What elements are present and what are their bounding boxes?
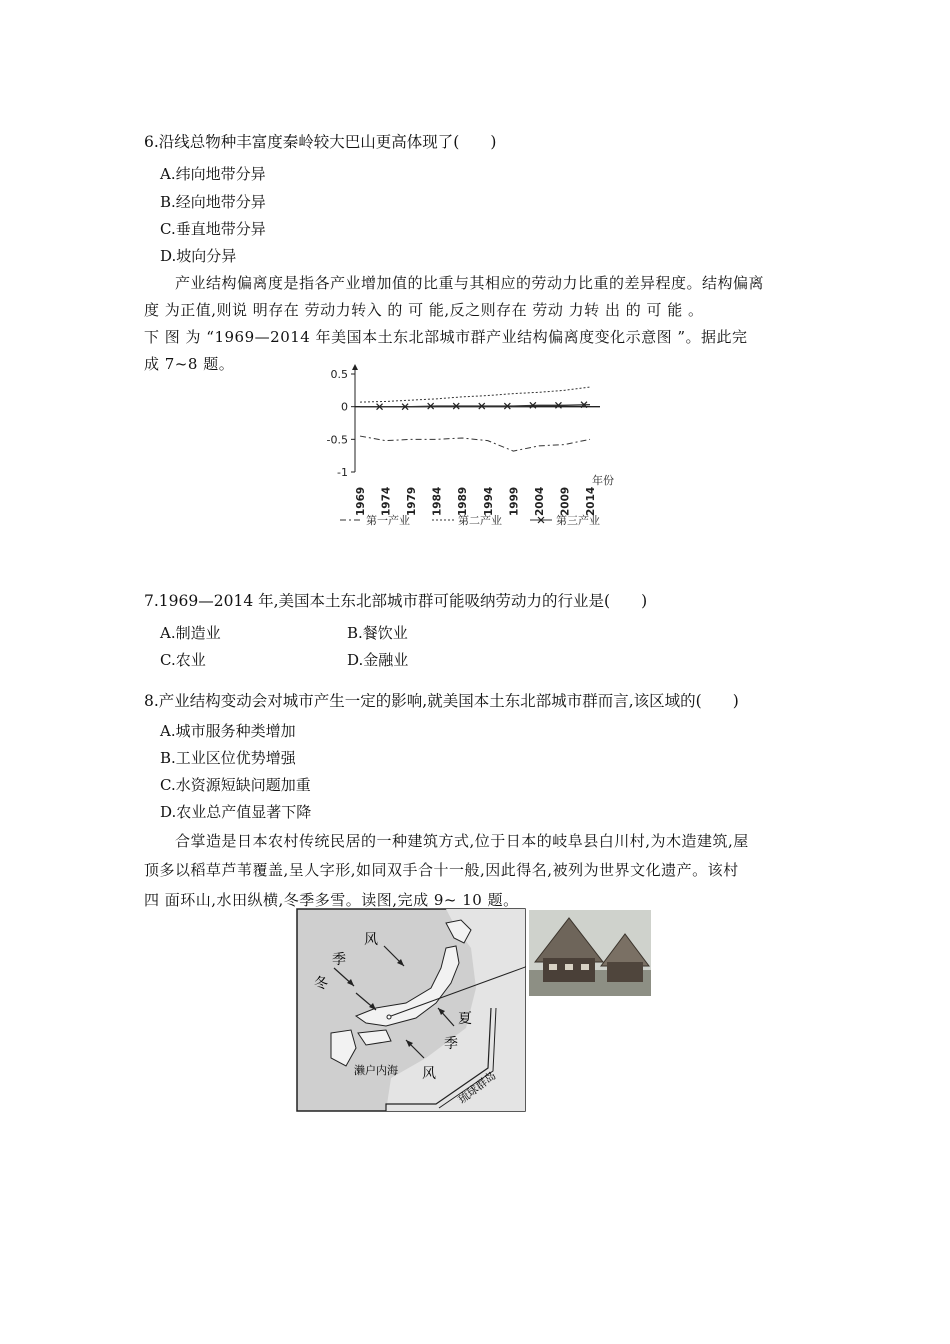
- series-line-2: [360, 387, 590, 402]
- y-tick-label: 0.5: [330, 368, 348, 381]
- series-line-1: [360, 436, 590, 451]
- x-tick-label: 1984: [431, 486, 444, 516]
- legend-label-1: 第一产业: [366, 514, 410, 527]
- y-tick-label: -1: [337, 466, 348, 479]
- intro-9-10-line-3: 四 面环山,水田纵横,冬季多雪。读图,完成 9~ 10 题。: [144, 891, 519, 909]
- x-tick-label: 1974: [380, 486, 393, 516]
- q6-option-a: A.纬向地带分异: [160, 165, 266, 183]
- q6-option-b: B.经向地带分异: [160, 193, 266, 211]
- map-label-ji-1: 季: [332, 952, 346, 968]
- x-tick-label: 2004: [533, 486, 546, 516]
- map-label-setonaikai: 濑户内海: [354, 1064, 398, 1077]
- x-tick-label: 2009: [559, 486, 572, 516]
- map-label-xia: 夏: [458, 1011, 472, 1027]
- legend-label-3: 第三产业: [556, 514, 600, 527]
- q8-option-a: A.城市服务种类增加: [160, 722, 296, 740]
- question-7-stem: 7.1969—2014 年,美国本土东北部城市群可能吸纳劳动力的行业是( ): [144, 592, 648, 610]
- map-label-feng-2: 风: [422, 1066, 436, 1082]
- q7-option-c: C.农业: [160, 651, 206, 669]
- map-label-dong: 冬: [314, 976, 328, 992]
- intro-9-10-line-2: 顶多以稻草芦苇覆盖,呈人字形,如同双手合十一般,因此得名,被列为世界文化遗产。该村: [144, 861, 739, 879]
- map-label-feng-1: 风: [364, 932, 378, 948]
- x-tick-label: 1999: [508, 486, 521, 516]
- question-8-stem: 8.产业结构变动会对城市产生一定的影响,就美国本土东北部城市群而言,该区域的( ): [144, 692, 739, 710]
- q6-option-d: D.坡向分异: [160, 247, 237, 265]
- q8-option-c: C.水资源短缺问题加重: [160, 776, 311, 794]
- map-label-ji-2: 季: [444, 1036, 458, 1052]
- x-tick-label: 1994: [482, 486, 495, 516]
- y-tick-label: 0: [341, 400, 348, 414]
- y-tick-label: -0.5: [326, 433, 348, 447]
- q7-option-d: D.金融业: [347, 651, 409, 669]
- x-tick-label: 2014: [585, 486, 597, 516]
- x-tick-label: 1979: [406, 486, 419, 516]
- map-label-ryukyu: 琉球群岛: [455, 1069, 499, 1107]
- intro-7-8-line-1: 产业结构偏离度是指各产业增加值的比重与其相应的劳动力比重的差异程度。结构偏离: [175, 274, 765, 292]
- intro-9-10-line-1: 合掌造是日本农村传统民居的一种建筑方式,位于日本的岐阜县白川村,为木造建筑,屋: [175, 832, 749, 850]
- x-tick-label: 1989: [457, 486, 470, 516]
- deviation-line-chart: [310, 362, 640, 542]
- intro-7-8-line-4: 成 7~8 题。: [144, 355, 235, 373]
- japan-monsoon-map: [296, 908, 526, 1112]
- intro-7-8-line-3: 下 图 为 “1969—2014 年美国本土东北部城市群产业结构偏离度变化示意图 ”。据此完: [144, 328, 748, 346]
- x-tick-label: 1969: [355, 486, 367, 516]
- q8-option-d: D.农业总产值显著下降: [160, 803, 312, 821]
- q6-option-c: C.垂直地带分异: [160, 220, 266, 238]
- shirakawa-point: [387, 1015, 391, 1019]
- q7-option-b: B.餐饮业: [347, 624, 408, 642]
- x-axis-label: 年份: [592, 474, 614, 487]
- intro-7-8-line-2: 度 为正值,则说 明存在 劳动力转入 的 可 能,反之则存在 劳动 力转 出 的 可 能 。: [144, 301, 704, 319]
- q8-option-b: B.工业区位优势增强: [160, 749, 296, 767]
- gassho-house-photo: [529, 910, 651, 996]
- question-6-stem: 6.沿线总物种丰富度秦岭较大巴山更高体现了( ): [144, 133, 497, 151]
- y-axis-arrow: [352, 364, 358, 370]
- legend-label-2: 第二产业: [458, 514, 502, 527]
- q7-option-a: A.制造业: [160, 624, 221, 642]
